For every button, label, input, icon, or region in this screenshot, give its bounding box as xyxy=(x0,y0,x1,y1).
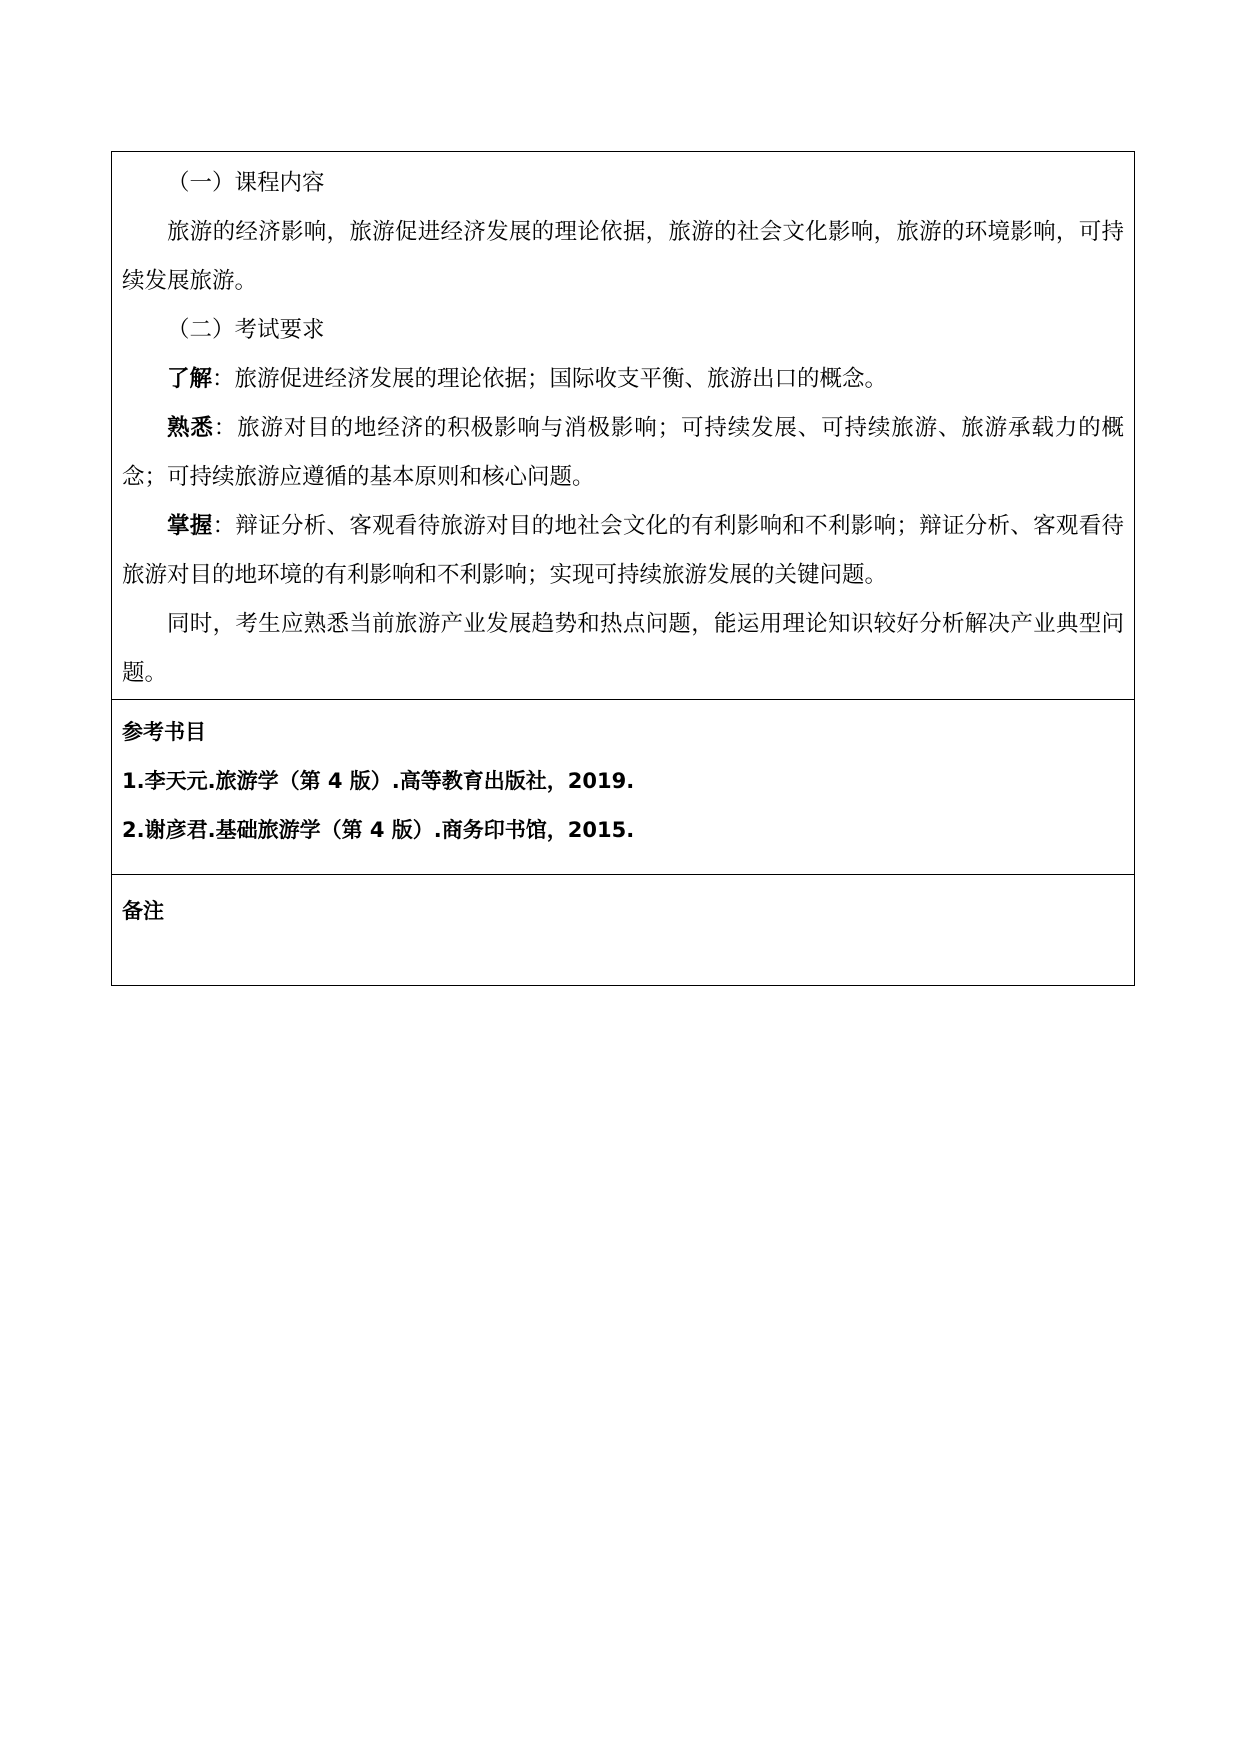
reference-item: 1.李天元.旅游学（第 4 版）.高等教育出版社，2019. xyxy=(122,769,635,793)
references-cell xyxy=(112,700,1135,875)
references-row xyxy=(112,700,1135,875)
requirement-familiar xyxy=(122,404,1124,502)
course-outline-table xyxy=(111,151,1135,986)
content-paragraph: 旅游的经济影响，旅游促进经济发展的理论依据，旅游的社会文化影响，旅游的环境影响，可持续发展旅游。 xyxy=(122,219,1124,294)
course-content-cell xyxy=(112,152,1135,700)
notes-title: 备注 xyxy=(122,899,164,923)
familiar-label: 熟悉 xyxy=(167,415,214,441)
references-title: 参考书目 xyxy=(122,720,206,744)
understand-text: ：旅游促进经济发展的理论依据；国际收支平衡、旅游出口的概念。 xyxy=(212,366,888,392)
closing-paragraph: 同时，考生应熟悉当前旅游产业发展趋势和热点问题，能运用理论知识较好分析解决产业典型问题。 xyxy=(122,611,1124,686)
reference-item: 2.谢彦君.基础旅游学（第 4 版）.商务印书馆，2015. xyxy=(122,818,635,842)
familiar-text: ：旅游对目的地经济的积极影响与消极影响；可持续发展、可持续旅游、旅游承载力的概念；可持续旅游应遵循的基本原则和核心问题。 xyxy=(122,415,1124,490)
section-heading-requirements: （二）考试要求 xyxy=(167,317,325,343)
understand-label: 了解 xyxy=(167,366,213,392)
master-text: ：辩证分析、客观看待旅游对目的地社会文化的有利影响和不利影响；辩证分析、客观看待旅游对目的地环境的有利影响和不利影响；实现可持续旅游发展的关键问题。 xyxy=(122,513,1124,588)
notes-row xyxy=(112,875,1135,986)
requirement-understand xyxy=(122,355,1124,404)
section-heading-content: （一）课程内容 xyxy=(167,170,325,196)
notes-cell xyxy=(112,875,1135,986)
master-label: 掌握 xyxy=(167,513,213,539)
requirement-master xyxy=(122,502,1124,600)
content-row xyxy=(112,152,1135,700)
